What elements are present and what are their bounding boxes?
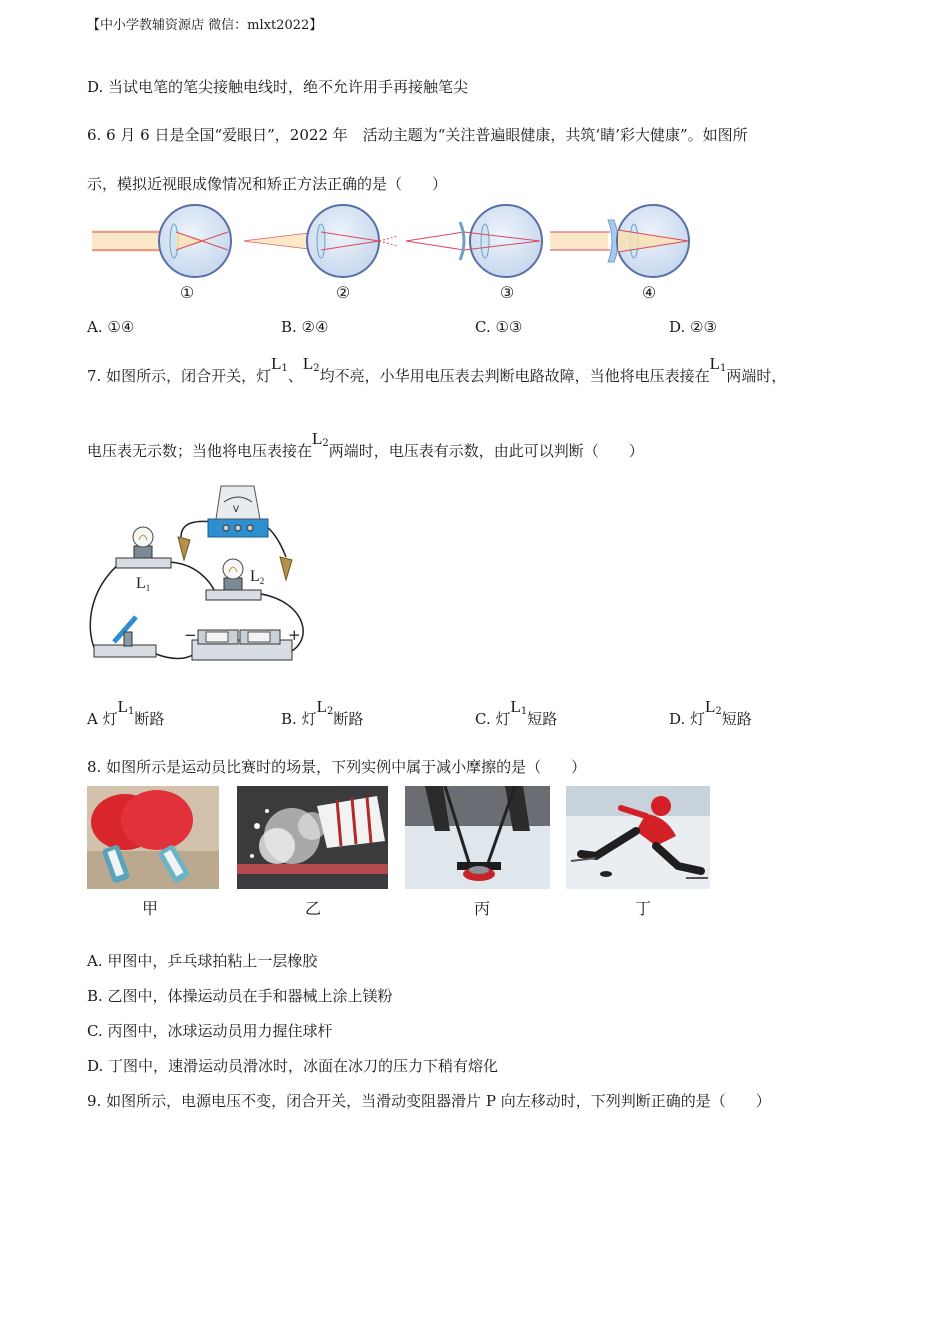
eye-diagram-4 [550,205,689,277]
q8-option-b: B. 乙图中，体操运动员在手和器械上涂上镁粉 [87,987,393,1005]
q7-stem-line2 [87,429,644,461]
q7-stem-text-a: 7. 如图所示，闭合开关，灯 [87,367,272,385]
caption-ding: 丁 [634,899,651,918]
q7-stem-text-d: 电压表无示数；当他将电压表接在 [87,442,313,460]
q8-option-a: A. 甲图中，乒乓球拍粘上一层橡胶 [87,952,318,970]
eye-label-4: ④ [641,283,657,302]
voltmeter-label: V [232,505,240,515]
switch [94,617,156,657]
photo-jia-paddles [87,786,219,889]
q7-stem-line1 [87,354,787,386]
q6-option-b: B. ②④ [281,318,329,336]
eye-label-1: ① [179,283,195,302]
q7-stem-text-b: 均不亮，小华用电压表去判断电路故障，当他将电压表接在 [319,367,710,385]
q7-stem-text-e: 两端时，电压表有示数，由此可以判断（ ） [328,442,644,460]
photo-yi-chalk-hands [237,786,388,889]
q5-option-d: D. 当试电笔的笔尖接触电线时，绝不允许用手再接触笔尖 [87,78,469,96]
symbol-L1-L: L [271,354,282,373]
q7-sep: 、 [287,367,303,385]
eye-diagram-2 [244,205,398,277]
q6-option-d: D. ②③ [669,318,717,336]
symbol-L2b-sub: 2 [322,438,329,449]
symbol-L1b-sub: 1 [720,363,727,374]
page-header: 【中小学教辅资源店 微信：mlxt2022】 [87,18,323,33]
symbol-L1-sub: 1 [281,363,288,374]
q8-option-d: D. 丁图中，速滑运动员滑冰时，冰面在冰刀的压力下稍有熔化 [87,1057,499,1075]
q7-option-c: C. 灯$L_1$短路 [475,697,558,728]
q6-stem-line2: 示，模拟近视眼成像情况和矫正方法正确的是（ ） [87,175,448,193]
battery-holder [192,630,292,660]
photo-ding-speed-skater [566,786,710,889]
battery-minus: − [184,626,197,644]
q7-option-b: B. 灯$L_2$断路 [281,697,364,728]
eye-diagram-1 [92,205,231,277]
caption-jia: 甲 [141,899,158,918]
voltmeter [208,486,268,537]
battery-plus: + [288,626,301,644]
symbol-L2b-L: L [312,429,323,448]
alligator-clip-left [178,537,190,560]
q7-circuit-figure [86,482,316,664]
q6-option-a: A. ①④ [87,318,135,336]
q7-stem-text-c: 两端时， [726,367,787,385]
symbol-L2-sub: 2 [313,363,320,374]
q6-stem-line1: 6. 6 月 6 日是全国“爱眼日”，2022 年 活动主题为“关注普遍眼健康，共筑‘睛’彩大健康”。如图所 [87,126,748,144]
q7-option-d: D. 灯$L_2$短路 [669,697,752,728]
circuit-label-L2: L2 [250,568,265,586]
photo-bing-curling [405,786,550,889]
q8-option-c: C. 丙图中，冰球运动员用力握住球杆 [87,1022,333,1040]
alligator-clip-right [280,557,292,580]
circuit-label-L1: L1 [136,575,151,593]
lamp-L1 [116,527,171,568]
symbol-L1b-L: L [709,354,721,373]
q7-option-a: A 灯$L_1$断路 [87,697,165,728]
caption-bing: 丙 [473,899,490,918]
q9-stem: 9. 如图所示，电源电压不变，闭合开关，当滑动变阻器滑片 P 向左移动时，下列判断正确的是（ ） [87,1092,771,1110]
eye-diagram-3 [406,205,542,277]
eye-label-2: ② [335,283,351,302]
q8-stem: 8. 如图所示是运动员比赛时的场景，下列实例中属于减小摩擦的是（ ） [87,758,587,776]
eye-label-3: ③ [499,283,515,302]
q6-option-c: C. ①③ [475,318,523,336]
symbol-L2-L: L [302,354,314,373]
caption-yi: 乙 [304,899,321,918]
